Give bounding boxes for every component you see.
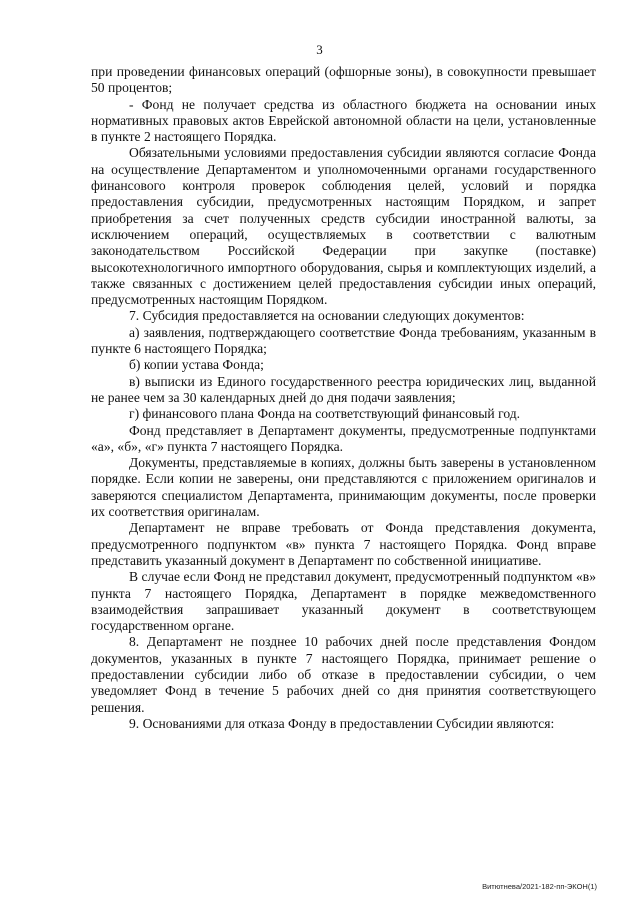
paragraph-department-may-not-require: Департамент не вправе требовать от Фонда представления документа, предусмотренного подпунктом «в» пункта 7 настоящего Порядка. Фонд вправе представить указанный документ в Департамент по собственной инициативе. bbox=[91, 520, 596, 568]
paragraph-fund-submits: Фонд представляет в Департамент документы, предусмотренные подпунктами «а», «б», «г» пункта 7 настоящего Порядка. bbox=[91, 422, 596, 454]
paragraph-copies-certified: Документы, представляемые в копиях, должны быть заверены в установленном порядке. Если копии не заверены, они представляются с приложением оригиналов и заверяются специалистом Департамента, принимающим документы, после проверки их соответствия оригиналам. bbox=[91, 455, 596, 520]
document-footer-code: Витютнева/2021-182-пп-ЭКОН(1) bbox=[482, 882, 597, 891]
page-number: 3 bbox=[316, 42, 323, 57]
paragraph-item-7a: а) заявления, подтверждающего соответствие Фонда требованиям, указанным в пункте 6 настоящего Порядка; bbox=[91, 324, 596, 357]
paragraph-offshore-continuation: при проведении финансовых операций (офшорные зоны), в совокупности превышает 50 процентов; bbox=[91, 64, 596, 96]
paragraph-item-7g: г) финансового плана Фонда на соответствующий финансовый год. bbox=[129, 406, 521, 422]
paragraph-mandatory-conditions: Обязательными условиями предоставления субсидии являются согласие Фонда на осуществление Департаментом и уполномоченными органами государственного финансового контроля проверок соблюдения целей, условий и порядка предоставления субсидии, предусмотренных настоящим Порядком, и запрет приобретения за счет полученных средств субсидии иностранной валюты, за исключением операций, осуществляемых в соответствии с валютным законодательством Российской Федерации при закупке (поставке) высокотехнологичного импортного оборудования, сырья и комплектующих изделий, а также связанных с достижением целей предоставления субсидии иных операций, предусмотренных настоящим Порядком. bbox=[91, 145, 596, 308]
paragraph-item-7b: б) копии устава Фонда; bbox=[129, 357, 264, 373]
paragraph-item-7: 7. Субсидия предоставляется на основании следующих документов: bbox=[129, 308, 525, 324]
paragraph-item-7v: в) выписки из Единого государственного реестра юридических лиц, выданной не ранее чем за 30 календарных дней до дня подачи заявления; bbox=[91, 373, 596, 405]
document-body bbox=[91, 64, 596, 732]
paragraph-item-9: 9. Основаниями для отказа Фонду в предоставлении Субсидии являются: bbox=[129, 715, 555, 731]
paragraph-item-8: 8. Департамент не позднее 10 рабочих дней после представления Фондом документов, указанных в пункте 7 настоящего Порядка, принимает решение о предоставлении субсидии либо об отказе в предоставлении субсидии, о чем уведомляет Фонд в течение 5 рабочих дней со дня принятия соответствующего решения. bbox=[91, 634, 596, 715]
paragraph-interagency-request: В случае если Фонд не представил документ, предусмотренный подпунктом «в» пункта 7 настоящего Порядка, Департамент в порядке межведомственного взаимодействия запрашивает указанный документ в соответствующем государственном органе. bbox=[91, 569, 596, 634]
paragraph-no-regional-funds: - Фонд не получает средства из областного бюджета на основании иных нормативных правовых актов Еврейской автономной области на цели, установленные в пункте 2 настоящего Порядка. bbox=[91, 96, 596, 145]
